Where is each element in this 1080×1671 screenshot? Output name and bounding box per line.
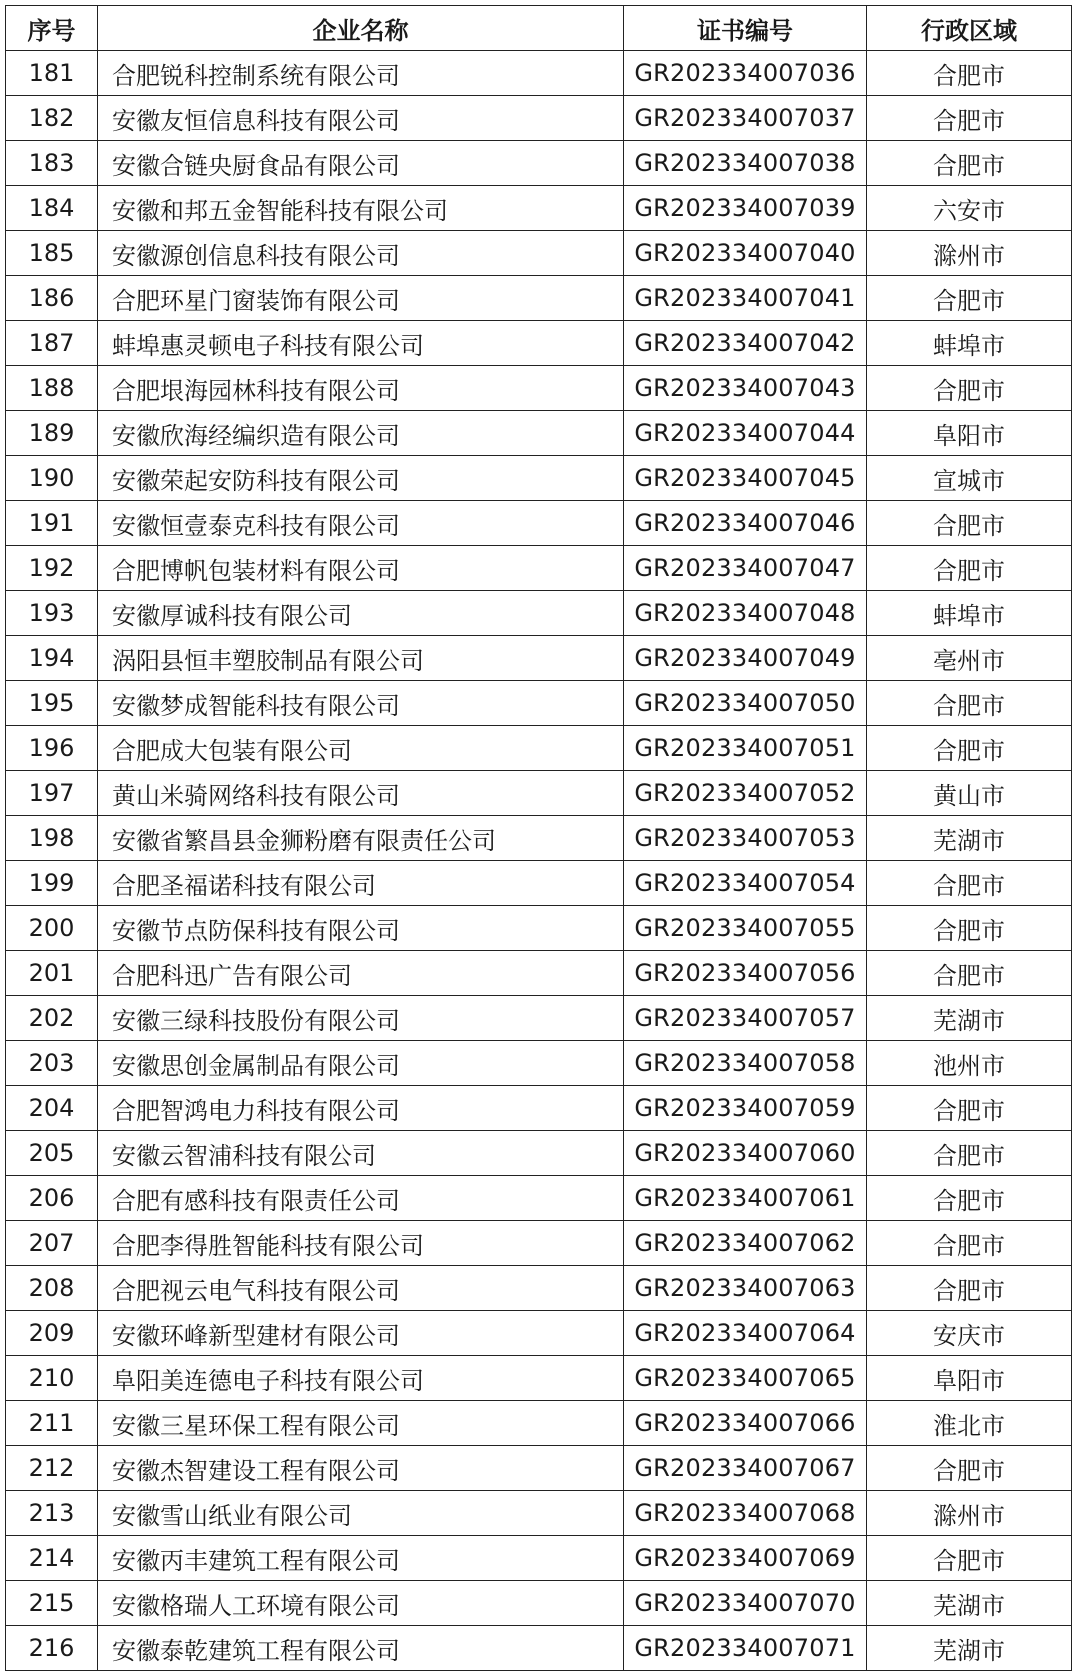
certificate-number: GR202334007042 xyxy=(624,321,867,366)
certificate-number: GR202334007053 xyxy=(624,816,867,861)
row-number: 202 xyxy=(6,996,98,1041)
certificate-number: GR202334007070 xyxy=(624,1581,867,1626)
region-name: 芜湖市 xyxy=(867,1626,1072,1671)
row-number: 194 xyxy=(6,636,98,681)
table-row xyxy=(6,1131,1072,1176)
certificate-number: GR202334007050 xyxy=(624,681,867,726)
table-row xyxy=(6,1446,1072,1491)
region-name: 池州市 xyxy=(867,1041,1072,1086)
table-row xyxy=(6,1536,1072,1581)
table-row xyxy=(6,771,1072,816)
certificate-number: GR202334007036 xyxy=(624,51,867,96)
company-name: 安徽云智浦科技有限公司 xyxy=(98,1131,624,1176)
row-number: 199 xyxy=(6,861,98,906)
region-name: 六安市 xyxy=(867,186,1072,231)
row-number: 200 xyxy=(6,906,98,951)
company-name: 阜阳美连德电子科技有限公司 xyxy=(98,1356,624,1401)
table-row xyxy=(6,1041,1072,1086)
company-name: 安徽厚诚科技有限公司 xyxy=(98,591,624,636)
table-row xyxy=(6,96,1072,141)
company-name: 安徽格瑞人工环境有限公司 xyxy=(98,1581,624,1626)
certificate-number: GR202334007063 xyxy=(624,1266,867,1311)
row-number: 211 xyxy=(6,1401,98,1446)
company-name: 蚌埠惠灵顿电子科技有限公司 xyxy=(98,321,624,366)
certificate-number: GR202334007071 xyxy=(624,1626,867,1671)
certificate-number: GR202334007051 xyxy=(624,726,867,771)
certificate-number: GR202334007045 xyxy=(624,456,867,501)
company-name: 合肥科迅广告有限公司 xyxy=(98,951,624,996)
certificate-number: GR202334007044 xyxy=(624,411,867,456)
row-number: 190 xyxy=(6,456,98,501)
certificate-number: GR202334007041 xyxy=(624,276,867,321)
certificate-number: GR202334007067 xyxy=(624,1446,867,1491)
row-number: 192 xyxy=(6,546,98,591)
company-name: 黄山米骑网络科技有限公司 xyxy=(98,771,624,816)
region-name: 合肥市 xyxy=(867,1266,1072,1311)
company-name: 安徽雪山纸业有限公司 xyxy=(98,1491,624,1536)
row-number: 182 xyxy=(6,96,98,141)
row-number: 213 xyxy=(6,1491,98,1536)
company-name: 安徽丙丰建筑工程有限公司 xyxy=(98,1536,624,1581)
row-number: 187 xyxy=(6,321,98,366)
region-name: 安庆市 xyxy=(867,1311,1072,1356)
certificate-number: GR202334007060 xyxy=(624,1131,867,1176)
row-number: 207 xyxy=(6,1221,98,1266)
certificate-number: GR202334007062 xyxy=(624,1221,867,1266)
table-row xyxy=(6,1086,1072,1131)
region-name: 合肥市 xyxy=(867,681,1072,726)
row-number: 208 xyxy=(6,1266,98,1311)
table-row xyxy=(6,816,1072,861)
row-number: 209 xyxy=(6,1311,98,1356)
certificate-number: GR202334007055 xyxy=(624,906,867,951)
company-name: 安徽三绿科技股份有限公司 xyxy=(98,996,624,1041)
table-row xyxy=(6,1491,1072,1536)
company-name: 合肥李得胜智能科技有限公司 xyxy=(98,1221,624,1266)
row-number: 183 xyxy=(6,141,98,186)
certificate-number: GR202334007038 xyxy=(624,141,867,186)
header-row xyxy=(6,6,1072,51)
row-number: 191 xyxy=(6,501,98,546)
row-number: 210 xyxy=(6,1356,98,1401)
row-number: 206 xyxy=(6,1176,98,1221)
row-number: 197 xyxy=(6,771,98,816)
region-name: 芜湖市 xyxy=(867,1581,1072,1626)
enterprise-table xyxy=(5,5,1072,1671)
company-name: 安徽欣海经编织造有限公司 xyxy=(98,411,624,456)
table-row xyxy=(6,411,1072,456)
company-name: 合肥环星门窗装饰有限公司 xyxy=(98,276,624,321)
company-name: 合肥垠海园林科技有限公司 xyxy=(98,366,624,411)
company-name: 安徽梦成智能科技有限公司 xyxy=(98,681,624,726)
row-number: 185 xyxy=(6,231,98,276)
row-number: 196 xyxy=(6,726,98,771)
table-row xyxy=(6,276,1072,321)
table-row xyxy=(6,1176,1072,1221)
row-number: 181 xyxy=(6,51,98,96)
region-name: 合肥市 xyxy=(867,276,1072,321)
certificate-number: GR202334007047 xyxy=(624,546,867,591)
certificate-number: GR202334007059 xyxy=(624,1086,867,1131)
region-name: 蚌埠市 xyxy=(867,591,1072,636)
company-name: 安徽三星环保工程有限公司 xyxy=(98,1401,624,1446)
region-name: 亳州市 xyxy=(867,636,1072,681)
company-name: 合肥智鸿电力科技有限公司 xyxy=(98,1086,624,1131)
company-name: 安徽环峰新型建材有限公司 xyxy=(98,1311,624,1356)
table-row xyxy=(6,1401,1072,1446)
company-name: 合肥圣福诺科技有限公司 xyxy=(98,861,624,906)
company-name: 合肥博帆包装材料有限公司 xyxy=(98,546,624,591)
table-row xyxy=(6,366,1072,411)
table-row xyxy=(6,141,1072,186)
table-row xyxy=(6,681,1072,726)
certificate-number: GR202334007064 xyxy=(624,1311,867,1356)
region-name: 合肥市 xyxy=(867,726,1072,771)
certificate-number: GR202334007039 xyxy=(624,186,867,231)
table-row xyxy=(6,1221,1072,1266)
row-number: 203 xyxy=(6,1041,98,1086)
company-name: 安徽和邦五金智能科技有限公司 xyxy=(98,186,624,231)
region-name: 淮北市 xyxy=(867,1401,1072,1446)
row-number: 205 xyxy=(6,1131,98,1176)
row-number: 188 xyxy=(6,366,98,411)
certificate-number: GR202334007056 xyxy=(624,951,867,996)
region-name: 合肥市 xyxy=(867,1131,1072,1176)
region-name: 合肥市 xyxy=(867,1086,1072,1131)
company-name: 安徽荣起安防科技有限公司 xyxy=(98,456,624,501)
certificate-number: GR202334007058 xyxy=(624,1041,867,1086)
company-name: 合肥视云电气科技有限公司 xyxy=(98,1266,624,1311)
certificate-number: GR202334007057 xyxy=(624,996,867,1041)
row-number: 204 xyxy=(6,1086,98,1131)
header-cert: 证书编号 xyxy=(624,6,867,51)
header-region: 行政区域 xyxy=(867,6,1072,51)
table-row xyxy=(6,231,1072,276)
region-name: 黄山市 xyxy=(867,771,1072,816)
region-name: 合肥市 xyxy=(867,951,1072,996)
region-name: 合肥市 xyxy=(867,1221,1072,1266)
row-number: 184 xyxy=(6,186,98,231)
certificate-number: GR202334007046 xyxy=(624,501,867,546)
region-name: 合肥市 xyxy=(867,51,1072,96)
region-name: 合肥市 xyxy=(867,1176,1072,1221)
company-name: 安徽恒壹泰克科技有限公司 xyxy=(98,501,624,546)
certificate-number: GR202334007049 xyxy=(624,636,867,681)
region-name: 阜阳市 xyxy=(867,1356,1072,1401)
region-name: 合肥市 xyxy=(867,861,1072,906)
region-name: 合肥市 xyxy=(867,366,1072,411)
company-name: 安徽思创金属制品有限公司 xyxy=(98,1041,624,1086)
region-name: 宣城市 xyxy=(867,456,1072,501)
company-name: 安徽泰乾建筑工程有限公司 xyxy=(98,1626,624,1671)
row-number: 214 xyxy=(6,1536,98,1581)
certificate-number: GR202334007065 xyxy=(624,1356,867,1401)
row-number: 189 xyxy=(6,411,98,456)
company-name: 合肥锐科控制系统有限公司 xyxy=(98,51,624,96)
header-name: 企业名称 xyxy=(98,6,624,51)
table-row xyxy=(6,456,1072,501)
row-number: 201 xyxy=(6,951,98,996)
table-row xyxy=(6,861,1072,906)
region-name: 合肥市 xyxy=(867,1536,1072,1581)
certificate-number: GR202334007066 xyxy=(624,1401,867,1446)
row-number: 193 xyxy=(6,591,98,636)
region-name: 芜湖市 xyxy=(867,816,1072,861)
region-name: 合肥市 xyxy=(867,906,1072,951)
table-row xyxy=(6,726,1072,771)
table-row xyxy=(6,906,1072,951)
table-row xyxy=(6,186,1072,231)
certificate-number: GR202334007040 xyxy=(624,231,867,276)
table-row xyxy=(6,1581,1072,1626)
header-no: 序号 xyxy=(6,6,98,51)
company-name: 安徽省繁昌县金狮粉磨有限责任公司 xyxy=(98,816,624,861)
company-name: 安徽杰智建设工程有限公司 xyxy=(98,1446,624,1491)
company-name: 合肥有感科技有限责任公司 xyxy=(98,1176,624,1221)
company-name: 安徽节点防保科技有限公司 xyxy=(98,906,624,951)
region-name: 芜湖市 xyxy=(867,996,1072,1041)
company-name: 安徽友恒信息科技有限公司 xyxy=(98,96,624,141)
table-row xyxy=(6,321,1072,366)
table-row xyxy=(6,996,1072,1041)
table-row xyxy=(6,951,1072,996)
certificate-number: GR202334007054 xyxy=(624,861,867,906)
certificate-number: GR202334007068 xyxy=(624,1491,867,1536)
region-name: 合肥市 xyxy=(867,141,1072,186)
table-row xyxy=(6,636,1072,681)
certificate-number: GR202334007061 xyxy=(624,1176,867,1221)
certificate-number: GR202334007048 xyxy=(624,591,867,636)
table-row xyxy=(6,1311,1072,1356)
table-row xyxy=(6,1266,1072,1311)
table-row xyxy=(6,1626,1072,1671)
region-name: 合肥市 xyxy=(867,501,1072,546)
region-name: 蚌埠市 xyxy=(867,321,1072,366)
table-body xyxy=(6,51,1072,1671)
row-number: 195 xyxy=(6,681,98,726)
region-name: 合肥市 xyxy=(867,1446,1072,1491)
certificate-number: GR202334007043 xyxy=(624,366,867,411)
certificate-number: GR202334007037 xyxy=(624,96,867,141)
table-row xyxy=(6,546,1072,591)
company-name: 安徽源创信息科技有限公司 xyxy=(98,231,624,276)
certificate-number: GR202334007052 xyxy=(624,771,867,816)
company-name: 涡阳县恒丰塑胶制品有限公司 xyxy=(98,636,624,681)
table-row xyxy=(6,1356,1072,1401)
row-number: 186 xyxy=(6,276,98,321)
table-row xyxy=(6,591,1072,636)
row-number: 212 xyxy=(6,1446,98,1491)
region-name: 滁州市 xyxy=(867,1491,1072,1536)
row-number: 215 xyxy=(6,1581,98,1626)
company-name: 合肥成大包装有限公司 xyxy=(98,726,624,771)
row-number: 216 xyxy=(6,1626,98,1671)
certificate-number: GR202334007069 xyxy=(624,1536,867,1581)
table-row xyxy=(6,501,1072,546)
company-name: 安徽合链央厨食品有限公司 xyxy=(98,141,624,186)
region-name: 合肥市 xyxy=(867,96,1072,141)
region-name: 滁州市 xyxy=(867,231,1072,276)
region-name: 阜阳市 xyxy=(867,411,1072,456)
row-number: 198 xyxy=(6,816,98,861)
table-row xyxy=(6,51,1072,96)
region-name: 合肥市 xyxy=(867,546,1072,591)
